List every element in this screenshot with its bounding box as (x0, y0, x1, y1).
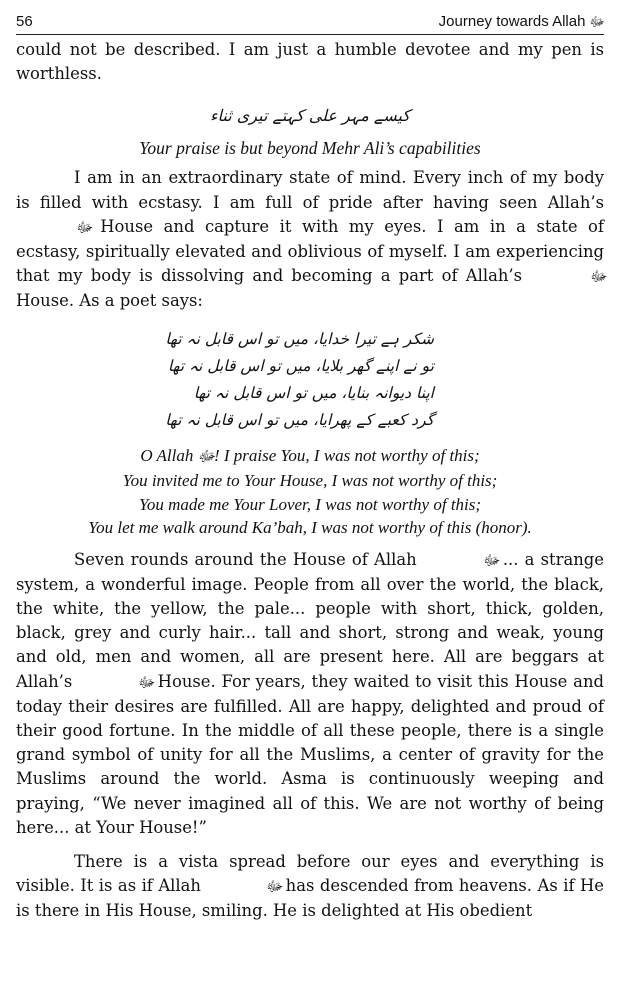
page-number: 56 (16, 13, 33, 30)
poem-line-1-part-b: ! I praise You, I was not worthy of this; (213, 445, 480, 465)
poem-line-1-part-a: O Allah (140, 445, 194, 465)
intro-continuation: could not be described. I am just a humble devotee and my pen is worthless. (16, 40, 604, 84)
page-body (16, 38, 608, 924)
urdu-poem (16, 326, 434, 434)
running-title (439, 13, 604, 33)
urdu-verse: کیسے مہر علی کہتے تیری ثناء (210, 106, 410, 126)
running-title-text: Journey towards Allah (438, 13, 586, 30)
urdu-poem-line: شکر ہے تیرا خدایا، میں تو اس قابل نہ تھا (165, 329, 434, 348)
paragraph-3 (16, 850, 604, 924)
honor-symbol-icon: ﷻ (483, 552, 501, 569)
honor-symbol-icon: ﷻ (76, 219, 94, 236)
poem-line-4: You let me walk around Ka’bah, I was not worthy of this (honor). (88, 518, 532, 538)
paragraph-2-part-a: Seven rounds around the House of Allah (74, 549, 417, 569)
verse-translation: Your praise is but beyond Mehr Ali’s capabilities (139, 138, 481, 159)
honor-symbol-icon: ﷻ (266, 879, 284, 896)
paragraph-3-part-a: There is a vista spread before our eyes and everything is visible. It is as if Allah (16, 852, 604, 896)
honor-symbol-icon: ﷻ (588, 15, 605, 30)
paragraph-2-part-c: House. For years, they waited to visit this House and today their desires are fulfilled. All are happy, delighted and proud of their good fortune. In the middle of all these people, there is a single grand symbol of unity for all the Muslims, a center of gravity for the Muslims around the world. Asma is continuously weeping and praying, “We never imagined all of this. We are not worthy of being here... at Your House!” (16, 671, 604, 837)
paragraph-2 (16, 548, 604, 840)
paragraph-1-part-b: House and capture it with my eyes. I am in a state of ecstasy, spiritually elevated and oblivious of myself. I am experiencing that my body is dissolving and becoming a part of Allah’s (16, 216, 604, 286)
poem-line-2: You invited me to Your House, I was not worthy of this; (122, 471, 498, 491)
paragraph-3-part-b: has descended from heavens. As if He is there in His House, smiling. He is delighted at His obedient (16, 876, 604, 921)
honor-symbol-icon: ﷻ (196, 448, 215, 465)
honor-symbol-icon: ﷻ (138, 674, 156, 691)
page-header (16, 10, 604, 35)
poem-translation (16, 444, 604, 540)
urdu-poem-line: تو نے اپنے گھر بلایا، میں تو اس قابل نہ تھا (167, 356, 434, 375)
honor-symbol-icon: ﷻ (590, 269, 608, 286)
poem-line-3: You made me Your Lover, I was not worthy of this; (138, 494, 482, 514)
paragraph-2-part-b: ... a strange system, a wonderful image. People from all over the world, the black, the white, the yellow, the pale... people with short, thick, golden, black, grey and curly hair... tall and short, strong and weak, young and old, men and women, all are present here. All are beggars at Allah’s (16, 549, 604, 691)
urdu-poem-line: گرد کعبے کے پھرایا، میں تو اس قابل نہ تھا (165, 410, 434, 429)
paragraph-1-part-a: I am in an extraordinary state of mind. Every inch of my body is filled with ecstasy. I am full of pride after having seen Allah’s (16, 168, 604, 212)
paragraph-1-part-c: House. As a poet says: (16, 291, 203, 311)
urdu-poem-line: اپنا دیوانہ بنایا، میں تو اس قابل نہ تھا (193, 383, 434, 402)
poem-line-1 (16, 444, 604, 470)
paragraph-1 (16, 166, 608, 313)
